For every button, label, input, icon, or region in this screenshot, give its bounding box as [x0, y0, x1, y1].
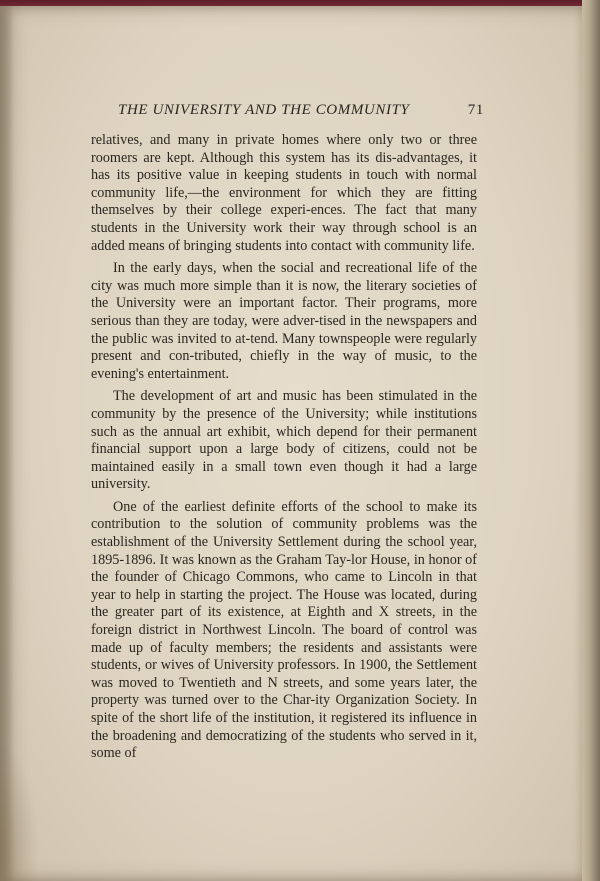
paragraph: relatives, and many in private homes where only two or three roomers are kept. Although this system has its dis-advantages, it has its positive value in keeping students in touch with normal community life,—the environment for which they are fitting themselves by their college experi-ences. The fact that many students in the University work their way through school is an added means of bringing students into contact with community life.: [91, 132, 477, 254]
book-fore-edge: [582, 0, 600, 881]
paragraph: The development of art and music has been stimulated in the community by the presence of the University; while institutions such as the annual art exhibit, which depend for their permanent financial support upon a large body of citizens, could not be maintained easily in a small town even though it had a large university.: [91, 388, 477, 493]
running-head: [118, 102, 484, 119]
paragraph: One of the earliest definite efforts of the school to make its contribution to the solution of community problems was the establishment of the University Settlement during the school year, 1895-1896. It was known as the Graham Tay-lor House, in honor of the founder of Chicago Commons, who came to Lincoln in that year to help in starting the project. The House was located, during the greater part of its existence, at Eighth and X streets, in the foreign district in Northwest Lincoln. The board of control was made up of faculty members; the residents and assistants were students, or wives of University professors. In 1900, the Settlement was moved to Twentieth and N streets, and some years later, the property was turned over to the Char-ity Organization Society. In spite of the short life of the institution, it registered its influence in the broadening and democratizing of the students who served in it, some of: [91, 498, 477, 762]
running-title: THE UNIVERSITY AND THE COMMUNITY: [118, 102, 410, 118]
page-number: 71: [467, 102, 484, 118]
body-text: [91, 132, 477, 768]
page-stain: [0, 741, 40, 881]
paragraph: In the early days, when the social and recreational life of the city was much more simple than it is now, the literary societies of the University were an important factor. Their programs, more serious than they are today, were adver-tised in the newspapers and the public was invited to at-tend. Many townspeople were regularly present and con-tributed, chiefly in the way of music, to the evening's entertainment.: [91, 260, 477, 382]
